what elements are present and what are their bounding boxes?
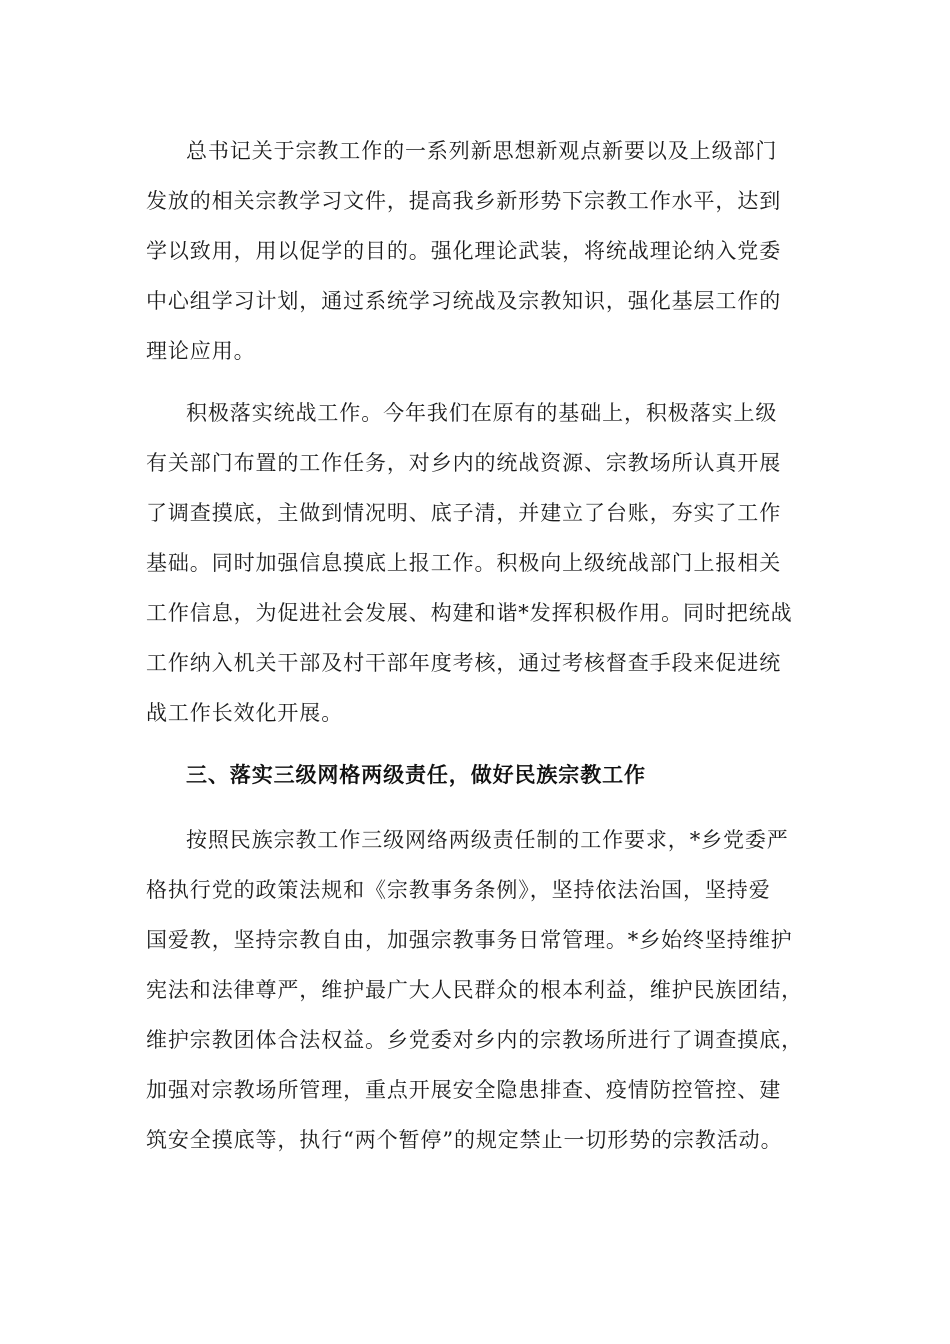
- paragraph-line: 国爱教，坚持宗教自由，加强宗教事务日常管理。*乡始终坚持维护: [146, 928, 793, 952]
- paragraph-line: 理论应用。: [146, 339, 256, 363]
- paragraph-line: 有关部门布置的工作任务，对乡内的统战资源、宗教场所认真开展: [146, 451, 782, 475]
- paragraph-line: 了调查摸底，主做到情况明、底子清，并建立了台账，夯实了工作: [146, 501, 782, 525]
- paragraph-line: 工作纳入机关干部及村干部年度考核，通过考核督查手段来促进统: [146, 651, 782, 675]
- paragraph-line: 学以致用，用以促学的目的。强化理论武装，将统战理论纳入党委: [146, 239, 782, 263]
- paragraph-line: 积极落实统战工作。今年我们在原有的基础上，积极落实上级: [186, 401, 778, 425]
- paragraph-line: 基础。同时加强信息摸底上报工作。积极向上级统战部门上报相关: [146, 551, 782, 575]
- paragraph-line: 筑安全摸底等，执行“两个暂停”的规定禁止一切形势的宗教活动。: [146, 1128, 783, 1152]
- paragraph-line: 总书记关于宗教工作的一系列新思想新观点新要以及上级部门: [186, 139, 778, 163]
- paragraph-3: [146, 815, 806, 1165]
- paragraph-line: 维护宗教团体合法权益。乡党委对乡内的宗教场所进行了调查摸底，: [146, 1028, 803, 1052]
- paragraph-line: 加强对宗教场所管理，重点开展安全隐患排查、疫情防控管控、建: [146, 1078, 782, 1102]
- paragraph-1: [146, 126, 806, 376]
- paragraph-line: 发放的相关宗教学习文件，提高我乡新形势下宗教工作水平，达到: [146, 189, 782, 213]
- paragraph-2: [146, 388, 806, 738]
- section-heading: 三、落实三级网格两级责任，做好民族宗教工作: [186, 762, 646, 787]
- paragraph-line: 格执行党的政策法规和《宗教事务条例》，坚持依法治国，坚持爱: [146, 878, 771, 902]
- paragraph-line: 战工作长效化开展。: [146, 701, 344, 725]
- paragraph-line: 宪法和法律尊严，维护最广大人民群众的根本利益，维护民族团结，: [146, 978, 803, 1002]
- paragraph-line: 中心组学习计划，通过系统学习统战及宗教知识，强化基层工作的: [146, 289, 782, 313]
- paragraph-line: 工作信息，为促进社会发展、构建和谐*发挥积极作用。同时把统战: [146, 601, 793, 625]
- paragraph-line: 按照民族宗教工作三级网络两级责任制的工作要求，*乡党委严: [186, 828, 789, 852]
